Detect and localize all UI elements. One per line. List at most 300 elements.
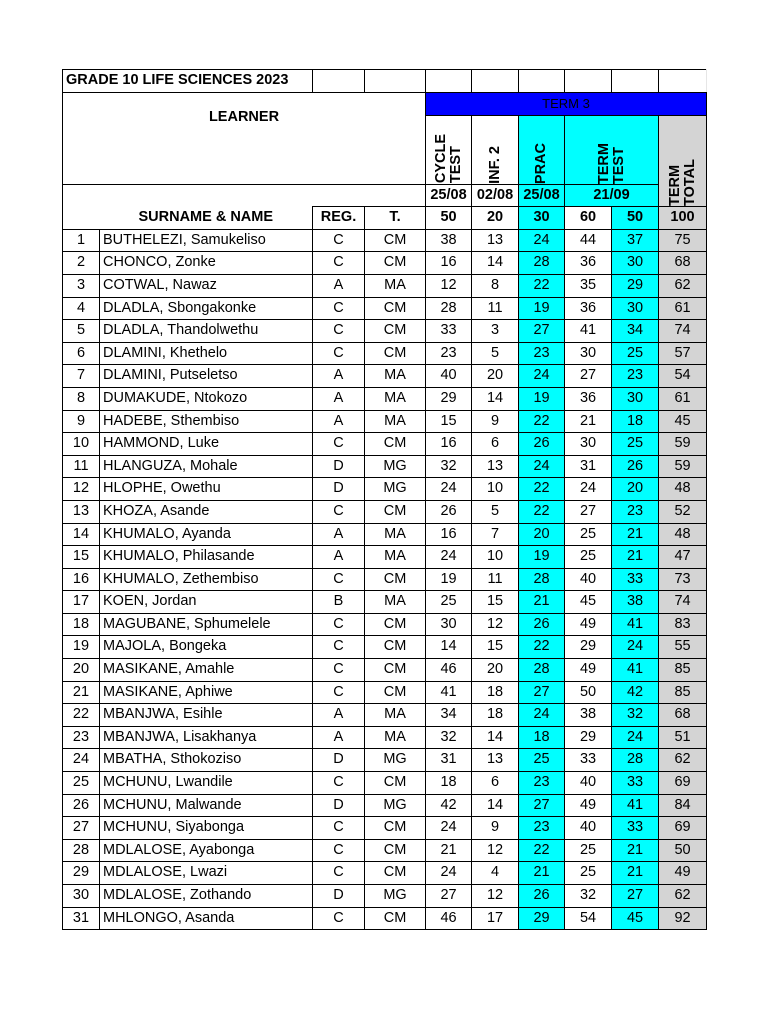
reg-code: D (313, 455, 365, 478)
term-test-50-mark: 30 (612, 252, 659, 275)
term-test-60-mark: 41 (565, 320, 612, 343)
date-cycle: 25/08 (426, 184, 472, 207)
table-row (63, 907, 707, 930)
term-test-50-mark: 45 (612, 907, 659, 930)
row-number: 31 (63, 907, 100, 930)
prac-header: PRAC (519, 115, 565, 184)
reg-code: C (313, 659, 365, 682)
cycle-test-mark: 18 (426, 772, 472, 795)
learner-name: MBANJWA, Lisakhanya (100, 726, 313, 749)
table-row (63, 568, 707, 591)
teacher-code: CM (365, 297, 426, 320)
inf2-mark: 12 (472, 885, 519, 908)
cycle-test-mark: 23 (426, 342, 472, 365)
teacher-code: CM (365, 772, 426, 795)
row-number: 4 (63, 297, 100, 320)
term-total-mark: 69 (659, 772, 707, 795)
inf2-mark: 14 (472, 794, 519, 817)
inf2-mark: 12 (472, 839, 519, 862)
row-number: 14 (63, 523, 100, 546)
learner-name: DLAMINI, Putseletso (100, 365, 313, 388)
teacher-code: MG (365, 794, 426, 817)
inf2-mark: 5 (472, 500, 519, 523)
teacher-code: MA (365, 410, 426, 433)
term-total-mark: 49 (659, 862, 707, 885)
term-total-mark: 85 (659, 681, 707, 704)
term-total-mark: 59 (659, 433, 707, 456)
prac-mark: 24 (519, 704, 565, 727)
term-test-50-mark: 41 (612, 613, 659, 636)
prac-mark: 21 (519, 591, 565, 614)
inf2-mark: 5 (472, 342, 519, 365)
max-inf: 20 (472, 207, 519, 230)
prac-mark: 22 (519, 274, 565, 297)
table-row (63, 613, 707, 636)
prac-mark: 27 (519, 794, 565, 817)
term-total-mark: 84 (659, 794, 707, 817)
learner-name: MHLONGO, Asanda (100, 907, 313, 930)
learner-name: DUMAKUDE, Ntokozo (100, 387, 313, 410)
row-number: 11 (63, 455, 100, 478)
term-test-50-mark: 33 (612, 817, 659, 840)
row-number: 23 (63, 726, 100, 749)
inf2-mark: 7 (472, 523, 519, 546)
cycle-test-mark: 16 (426, 523, 472, 546)
prac-mark: 23 (519, 772, 565, 795)
inf2-mark: 13 (472, 749, 519, 772)
learner-name: KHUMALO, Ayanda (100, 523, 313, 546)
inf2-mark: 15 (472, 591, 519, 614)
cycle-test-mark: 32 (426, 455, 472, 478)
learner-header: LEARNER (63, 92, 426, 184)
inf2-mark: 11 (472, 568, 519, 591)
prac-mark: 24 (519, 229, 565, 252)
date-term: 21/09 (565, 184, 659, 207)
learner-name: KHUMALO, Philasande (100, 546, 313, 569)
reg-code: C (313, 772, 365, 795)
reg-code: C (313, 433, 365, 456)
reg-code: C (313, 297, 365, 320)
learner-name: HLOPHE, Owethu (100, 478, 313, 501)
term-total-header: TERM TOTAL (659, 115, 707, 207)
term-total-mark: 68 (659, 704, 707, 727)
learner-name: MAGUBANE, Sphumelele (100, 613, 313, 636)
learner-name: HADEBE, Sthembiso (100, 410, 313, 433)
date-prac: 25/08 (519, 184, 565, 207)
term-test-60-mark: 35 (565, 274, 612, 297)
max-total: 100 (659, 207, 707, 230)
term-test-50-mark: 28 (612, 749, 659, 772)
teacher-code: CM (365, 613, 426, 636)
inf2-mark: 9 (472, 410, 519, 433)
term-test-50-mark: 18 (612, 410, 659, 433)
term-test-50-mark: 33 (612, 772, 659, 795)
reg-code: C (313, 252, 365, 275)
term-total-mark: 85 (659, 659, 707, 682)
term-total-mark: 59 (659, 455, 707, 478)
term-test-50-mark: 38 (612, 591, 659, 614)
reg-code: A (313, 546, 365, 569)
term-total-mark: 75 (659, 229, 707, 252)
term-test-header: TERM TEST (565, 115, 659, 184)
prac-mark: 28 (519, 252, 565, 275)
term-test-60-mark: 54 (565, 907, 612, 930)
learner-name: MAJOLA, Bongeka (100, 636, 313, 659)
table-row (63, 726, 707, 749)
table-row (63, 885, 707, 908)
table-row (63, 546, 707, 569)
cycle-test-mark: 46 (426, 907, 472, 930)
learner-name: KOEN, Jordan (100, 591, 313, 614)
inf2-mark: 14 (472, 252, 519, 275)
cycle-test-mark: 34 (426, 704, 472, 727)
learner-name: KHUMALO, Zethembiso (100, 568, 313, 591)
learner-name: HLANGUZA, Mohale (100, 455, 313, 478)
table-row (63, 252, 707, 275)
term-test-50-mark: 21 (612, 839, 659, 862)
row-number: 2 (63, 252, 100, 275)
prac-mark: 22 (519, 636, 565, 659)
cycle-test-mark: 24 (426, 478, 472, 501)
prac-mark: 18 (519, 726, 565, 749)
reg-code: C (313, 636, 365, 659)
table-row (63, 478, 707, 501)
teacher-code: CM (365, 659, 426, 682)
term-total-mark: 48 (659, 478, 707, 501)
inf2-mark: 11 (472, 297, 519, 320)
table-row (63, 387, 707, 410)
term-test-60-mark: 40 (565, 817, 612, 840)
term-test-60-mark: 38 (565, 704, 612, 727)
term-test-60-mark: 25 (565, 546, 612, 569)
reg-code: B (313, 591, 365, 614)
teacher-code: MG (365, 885, 426, 908)
learner-name: MBATHA, Sthokoziso (100, 749, 313, 772)
inf2-mark: 14 (472, 726, 519, 749)
term-test-60-mark: 27 (565, 365, 612, 388)
inf2-mark: 10 (472, 478, 519, 501)
table-row (63, 320, 707, 343)
term-test-50-mark: 26 (612, 455, 659, 478)
row-number: 10 (63, 433, 100, 456)
inf2-mark: 8 (472, 274, 519, 297)
reg-code: C (313, 613, 365, 636)
term-test-60-mark: 36 (565, 252, 612, 275)
learner-name: MCHUNU, Siyabonga (100, 817, 313, 840)
prac-mark: 21 (519, 862, 565, 885)
table-row (63, 839, 707, 862)
cycle-test-mark: 16 (426, 252, 472, 275)
table-row (63, 365, 707, 388)
prac-mark: 19 (519, 297, 565, 320)
prac-mark: 23 (519, 342, 565, 365)
term-total-mark: 74 (659, 591, 707, 614)
learner-name: MCHUNU, Malwande (100, 794, 313, 817)
prac-mark: 26 (519, 885, 565, 908)
prac-mark: 22 (519, 410, 565, 433)
prac-mark: 19 (519, 546, 565, 569)
prac-mark: 26 (519, 613, 565, 636)
learner-name: KHOZA, Asande (100, 500, 313, 523)
term-total-mark: 62 (659, 749, 707, 772)
cycle-test-mark: 29 (426, 387, 472, 410)
inf2-mark: 15 (472, 636, 519, 659)
teacher-code: CM (365, 681, 426, 704)
teacher-code: CM (365, 907, 426, 930)
term-total-mark: 47 (659, 546, 707, 569)
term-total-mark: 68 (659, 252, 707, 275)
table-row (63, 659, 707, 682)
row-number: 13 (63, 500, 100, 523)
term-test-50-mark: 32 (612, 704, 659, 727)
term-total-mark: 74 (659, 320, 707, 343)
cycle-test-mark: 27 (426, 885, 472, 908)
reg-code: C (313, 342, 365, 365)
row-number: 17 (63, 591, 100, 614)
term-test-50-mark: 27 (612, 885, 659, 908)
teacher-code: CM (365, 229, 426, 252)
table-row (63, 862, 707, 885)
term-test-50-mark: 25 (612, 433, 659, 456)
reg-code: D (313, 478, 365, 501)
term-test-60-mark: 50 (565, 681, 612, 704)
row-number: 7 (63, 365, 100, 388)
table-row (63, 229, 707, 252)
term-total-mark: 52 (659, 500, 707, 523)
cycle-test-mark: 28 (426, 297, 472, 320)
row-number: 9 (63, 410, 100, 433)
reg-code: C (313, 320, 365, 343)
reg-code: C (313, 907, 365, 930)
term-test-60-mark: 49 (565, 659, 612, 682)
cycle-test-mark: 24 (426, 546, 472, 569)
table-row (63, 681, 707, 704)
learner-name: MASIKANE, Aphiwe (100, 681, 313, 704)
term-total-mark: 45 (659, 410, 707, 433)
learner-name: DLADLA, Sbongakonke (100, 297, 313, 320)
table-row (63, 500, 707, 523)
reg-code: A (313, 704, 365, 727)
term-test-60-mark: 21 (565, 410, 612, 433)
term-test-50-mark: 21 (612, 546, 659, 569)
teacher-code: MA (365, 704, 426, 727)
cycle-test-mark: 12 (426, 274, 472, 297)
reg-code: D (313, 749, 365, 772)
table-row (63, 772, 707, 795)
cycle-test-mark: 38 (426, 229, 472, 252)
reg-code: C (313, 500, 365, 523)
term-test-50-mark: 23 (612, 365, 659, 388)
learner-name: COTWAL, Nawaz (100, 274, 313, 297)
inf2-mark: 3 (472, 320, 519, 343)
learner-name: MCHUNU, Lwandile (100, 772, 313, 795)
term-test-50-mark: 30 (612, 387, 659, 410)
teacher-code: MA (365, 523, 426, 546)
term-test-60-mark: 30 (565, 342, 612, 365)
cycle-test-mark: 14 (426, 636, 472, 659)
teacher-code: MA (365, 365, 426, 388)
reg-code: D (313, 885, 365, 908)
teacher-code: CM (365, 500, 426, 523)
reg-code: C (313, 229, 365, 252)
row-number: 21 (63, 681, 100, 704)
term-test-50-mark: 25 (612, 342, 659, 365)
marks-sheet (62, 69, 707, 930)
term-test-50-mark: 37 (612, 229, 659, 252)
inf2-mark: 13 (472, 229, 519, 252)
teacher-code: CM (365, 433, 426, 456)
row-number: 30 (63, 885, 100, 908)
term-total-mark: 51 (659, 726, 707, 749)
learner-name: DLAMINI, Khethelo (100, 342, 313, 365)
cycle-test-mark: 19 (426, 568, 472, 591)
cycle-test-mark: 30 (426, 613, 472, 636)
cycle-test-mark: 31 (426, 749, 472, 772)
reg-code: C (313, 568, 365, 591)
row-number: 19 (63, 636, 100, 659)
term-test-60-mark: 40 (565, 568, 612, 591)
term-test-60-mark: 25 (565, 862, 612, 885)
row-number: 15 (63, 546, 100, 569)
learner-name: MASIKANE, Amahle (100, 659, 313, 682)
teacher-code: MG (365, 478, 426, 501)
learner-name: CHONCO, Zonke (100, 252, 313, 275)
cycle-test-mark: 32 (426, 726, 472, 749)
teacher-code: MA (365, 591, 426, 614)
prac-mark: 24 (519, 455, 565, 478)
prac-mark: 20 (519, 523, 565, 546)
teacher-code: MG (365, 749, 426, 772)
teacher-code: CM (365, 320, 426, 343)
term-total-mark: 92 (659, 907, 707, 930)
row-number: 1 (63, 229, 100, 252)
inf2-header: INF. 2 (472, 115, 519, 184)
term-total-mark: 54 (659, 365, 707, 388)
reg-header: REG. (313, 207, 365, 230)
prac-mark: 27 (519, 320, 565, 343)
term-test-60-mark: 49 (565, 613, 612, 636)
term-header: TERM 3 (426, 92, 707, 115)
date-inf: 02/08 (472, 184, 519, 207)
term-test-60-mark: 30 (565, 433, 612, 456)
max-cycle: 50 (426, 207, 472, 230)
reg-code: C (313, 817, 365, 840)
table-row (63, 591, 707, 614)
term-test-60-mark: 29 (565, 636, 612, 659)
row-number: 25 (63, 772, 100, 795)
teacher-code: MG (365, 455, 426, 478)
row-number: 22 (63, 704, 100, 727)
teacher-code: CM (365, 252, 426, 275)
cycle-test-mark: 42 (426, 794, 472, 817)
term-total-mark: 69 (659, 817, 707, 840)
reg-code: A (313, 274, 365, 297)
reg-code: A (313, 365, 365, 388)
prac-mark: 22 (519, 478, 565, 501)
reg-code: D (313, 794, 365, 817)
term-test-60-mark: 36 (565, 297, 612, 320)
table-row (63, 749, 707, 772)
surname-name-header: SURNAME & NAME (100, 207, 313, 230)
learner-name: HAMMOND, Luke (100, 433, 313, 456)
inf2-mark: 6 (472, 772, 519, 795)
row-number: 3 (63, 274, 100, 297)
inf2-mark: 13 (472, 455, 519, 478)
row-number: 26 (63, 794, 100, 817)
teacher-code: CM (365, 568, 426, 591)
table-row (63, 297, 707, 320)
term-test-60-mark: 44 (565, 229, 612, 252)
max-prac: 30 (519, 207, 565, 230)
learner-name: DLADLA, Thandolwethu (100, 320, 313, 343)
reg-code: C (313, 862, 365, 885)
cycle-test-mark: 46 (426, 659, 472, 682)
table-row (63, 410, 707, 433)
term-total-mark: 62 (659, 274, 707, 297)
prac-mark: 22 (519, 839, 565, 862)
term-test-50-mark: 42 (612, 681, 659, 704)
row-number: 27 (63, 817, 100, 840)
term-test-50-mark: 33 (612, 568, 659, 591)
term-total-mark: 57 (659, 342, 707, 365)
row-number: 5 (63, 320, 100, 343)
prac-mark: 27 (519, 681, 565, 704)
teacher-code: CM (365, 862, 426, 885)
teacher-code: CM (365, 839, 426, 862)
term-total-mark: 61 (659, 387, 707, 410)
inf2-mark: 18 (472, 704, 519, 727)
reg-code: A (313, 726, 365, 749)
term-test-50-mark: 23 (612, 500, 659, 523)
term-test-50-mark: 21 (612, 862, 659, 885)
teacher-code: MA (365, 387, 426, 410)
prac-mark: 25 (519, 749, 565, 772)
teacher-code: CM (365, 342, 426, 365)
prac-mark: 24 (519, 365, 565, 388)
term-total-mark: 50 (659, 839, 707, 862)
prac-mark: 22 (519, 500, 565, 523)
reg-code: A (313, 410, 365, 433)
inf2-mark: 6 (472, 433, 519, 456)
term-test-50-mark: 24 (612, 726, 659, 749)
term-test-60-mark: 25 (565, 839, 612, 862)
cycle-test-mark: 16 (426, 433, 472, 456)
learner-name: BUTHELEZI, Samukeliso (100, 229, 313, 252)
row-number: 29 (63, 862, 100, 885)
term-test-60-mark: 49 (565, 794, 612, 817)
inf2-mark: 20 (472, 365, 519, 388)
term-test-60-mark: 36 (565, 387, 612, 410)
inf2-mark: 14 (472, 387, 519, 410)
learner-name: MBANJWA, Esihle (100, 704, 313, 727)
prac-mark: 23 (519, 817, 565, 840)
cycle-test-mark: 15 (426, 410, 472, 433)
row-number: 8 (63, 387, 100, 410)
row-number: 12 (63, 478, 100, 501)
teacher-code: MA (365, 726, 426, 749)
term-test-50-mark: 34 (612, 320, 659, 343)
inf2-mark: 18 (472, 681, 519, 704)
term-test-60-mark: 24 (565, 478, 612, 501)
cycle-test-mark: 24 (426, 862, 472, 885)
table-row (63, 455, 707, 478)
cycle-test-mark: 24 (426, 817, 472, 840)
learner-name: MDLALOSE, Ayabonga (100, 839, 313, 862)
table-row (63, 636, 707, 659)
row-number: 16 (63, 568, 100, 591)
reg-code: C (313, 681, 365, 704)
term-test-50-mark: 41 (612, 794, 659, 817)
